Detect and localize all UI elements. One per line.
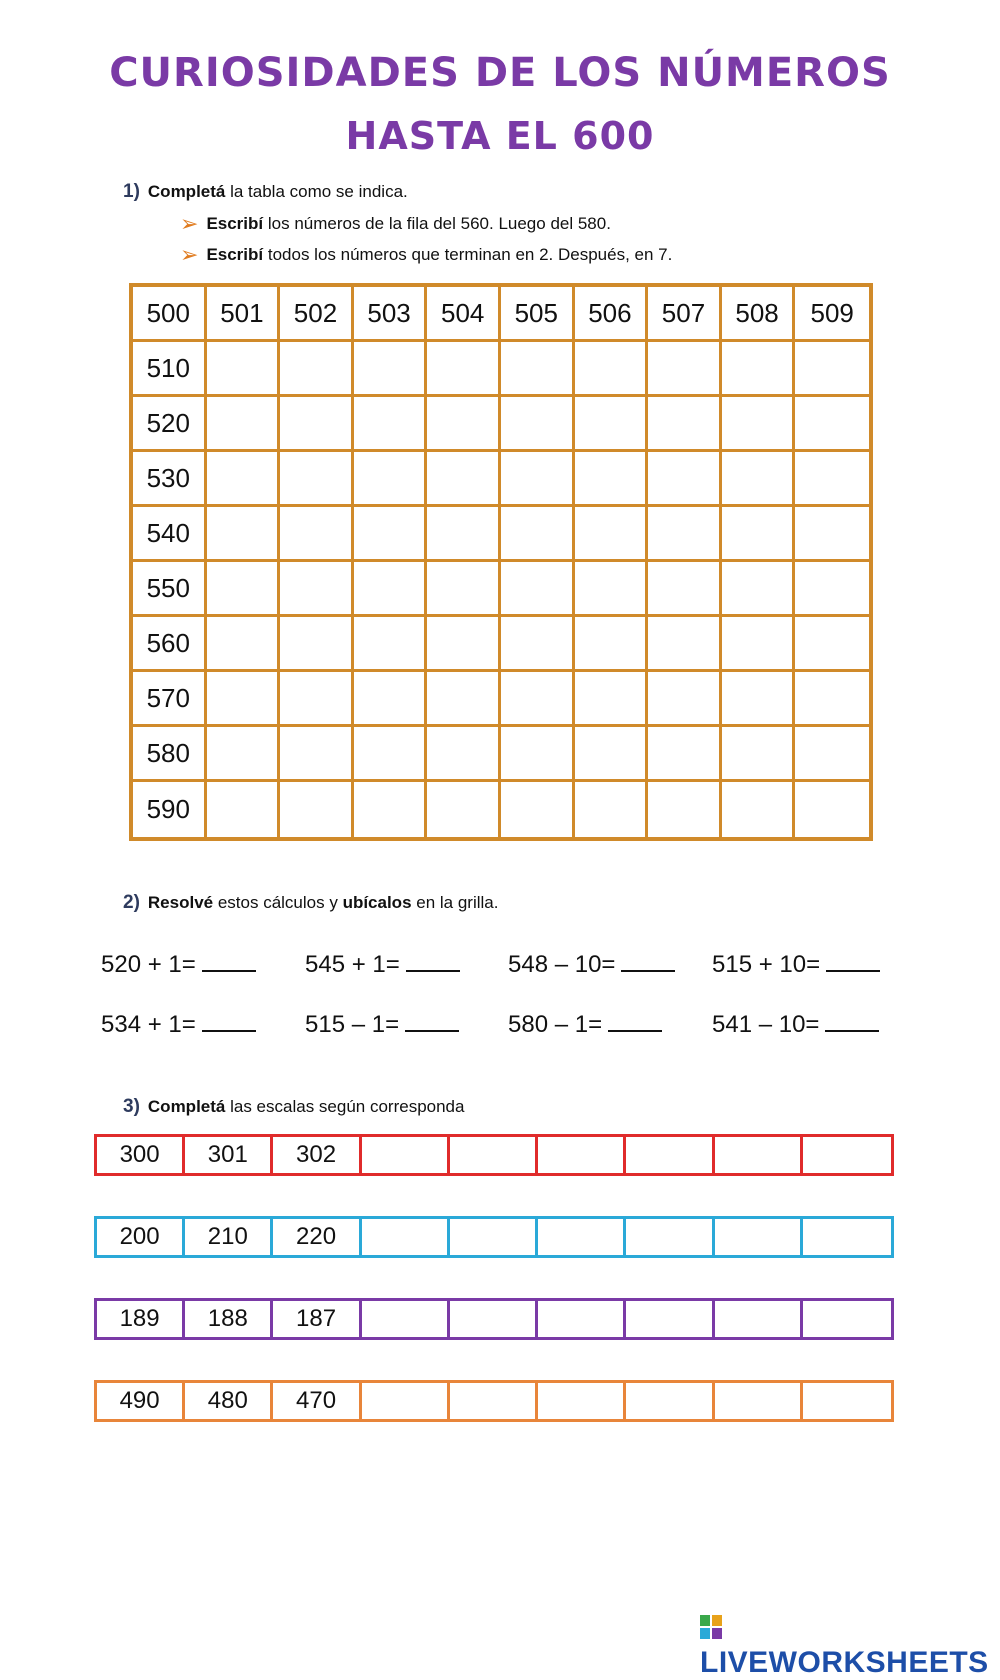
grid-empty-cell[interactable] — [354, 617, 428, 672]
grid-empty-cell[interactable] — [207, 727, 281, 782]
grid-empty-cell[interactable] — [354, 782, 428, 837]
calc-expression: 515 – 1= — [305, 1011, 400, 1038]
question-number: 1) — [123, 181, 140, 202]
scale-empty-cell[interactable] — [362, 1219, 450, 1255]
scale-value-cell: 188 — [185, 1301, 273, 1337]
number-scale — [94, 1134, 894, 1176]
grid-empty-cell[interactable] — [648, 507, 722, 562]
grid-empty-cell[interactable] — [722, 617, 796, 672]
grid-header-cell: 504 — [427, 287, 501, 342]
grid-empty-cell[interactable] — [795, 727, 869, 782]
scale-empty-cell[interactable] — [538, 1383, 626, 1419]
scale-empty-cell[interactable] — [538, 1219, 626, 1255]
question-1 — [123, 181, 408, 203]
grid-empty-cell[interactable] — [795, 452, 869, 507]
logo-text: LIVEWORKSHEETS — [700, 1646, 989, 1679]
scale-empty-cell[interactable] — [450, 1137, 538, 1173]
scale-empty-cell[interactable] — [626, 1219, 714, 1255]
instruction-text: la tabla como se indica. — [225, 182, 408, 201]
grid-empty-cell[interactable] — [501, 672, 575, 727]
bullet-text: los números de la fila del 560. Luego del 580. — [263, 214, 611, 233]
bullet-item — [180, 211, 611, 237]
grid-empty-cell[interactable] — [280, 727, 354, 782]
grid-empty-cell[interactable] — [280, 397, 354, 452]
question-2 — [123, 892, 498, 914]
grid-empty-cell[interactable] — [648, 452, 722, 507]
scale-value-cell: 480 — [185, 1383, 273, 1419]
scale-empty-cell[interactable] — [803, 1383, 891, 1419]
grid-empty-cell[interactable] — [280, 507, 354, 562]
calc-item — [712, 1010, 879, 1039]
calc-expression: 545 + 1= — [305, 951, 400, 978]
scale-empty-cell[interactable] — [538, 1137, 626, 1173]
scale-value-cell: 187 — [273, 1301, 361, 1337]
grid-empty-cell[interactable] — [575, 782, 649, 837]
grid-empty-cell[interactable] — [354, 397, 428, 452]
scale-empty-cell[interactable] — [362, 1137, 450, 1173]
scale-value-cell: 470 — [273, 1383, 361, 1419]
scale-empty-cell[interactable] — [803, 1137, 891, 1173]
grid-empty-cell[interactable] — [280, 562, 354, 617]
calc-item — [101, 1010, 256, 1039]
bullet-bold: Escribí — [206, 214, 264, 233]
number-scale — [94, 1380, 894, 1422]
answer-blank[interactable] — [405, 1010, 459, 1032]
scale-empty-cell[interactable] — [626, 1383, 714, 1419]
grid-header-cell: 500 — [133, 287, 207, 342]
grid-empty-cell[interactable] — [207, 342, 281, 397]
scale-value-cell: 189 — [97, 1301, 185, 1337]
grid-empty-cell[interactable] — [207, 672, 281, 727]
grid-empty-cell[interactable] — [575, 617, 649, 672]
number-scale — [94, 1298, 894, 1340]
grid-empty-cell[interactable] — [207, 452, 281, 507]
grid-empty-cell[interactable] — [648, 727, 722, 782]
answer-blank[interactable] — [406, 950, 460, 972]
grid-empty-cell[interactable] — [427, 507, 501, 562]
scale-empty-cell[interactable] — [362, 1383, 450, 1419]
scale-empty-cell[interactable] — [450, 1383, 538, 1419]
grid-row-label: 550 — [133, 562, 207, 617]
page-title: CURIOSIDADES DE LOS NÚMEROS — [109, 50, 891, 96]
grid-empty-cell[interactable] — [354, 452, 428, 507]
scale-value-cell: 490 — [97, 1383, 185, 1419]
grid-empty-cell[interactable] — [207, 562, 281, 617]
grid-empty-cell[interactable] — [795, 562, 869, 617]
bullet-bold: Escribí — [206, 245, 264, 264]
grid-empty-cell[interactable] — [427, 562, 501, 617]
grid-empty-cell[interactable] — [648, 562, 722, 617]
grid-empty-cell[interactable] — [427, 452, 501, 507]
scale-empty-cell[interactable] — [715, 1137, 803, 1173]
grid-empty-cell[interactable] — [354, 342, 428, 397]
arrow-bullet-icon: ➢ — [180, 211, 199, 236]
instruction-text: las escalas según corresponda — [225, 1097, 465, 1116]
scale-value-cell: 300 — [97, 1137, 185, 1173]
answer-blank[interactable] — [202, 950, 256, 972]
calc-item — [508, 950, 675, 979]
grid-empty-cell[interactable] — [575, 342, 649, 397]
grid-empty-cell[interactable] — [648, 782, 722, 837]
grid-empty-cell[interactable] — [280, 342, 354, 397]
grid-empty-cell[interactable] — [795, 782, 869, 837]
calc-item — [305, 950, 460, 979]
grid-empty-cell[interactable] — [354, 672, 428, 727]
grid-empty-cell[interactable] — [427, 727, 501, 782]
grid-row-label: 510 — [133, 342, 207, 397]
scale-empty-cell[interactable] — [803, 1219, 891, 1255]
scale-value-cell: 210 — [185, 1219, 273, 1255]
calc-item — [508, 1010, 662, 1039]
calc-expression: 515 + 10= — [712, 951, 821, 978]
calc-item — [712, 950, 880, 979]
grid-header-cell: 501 — [207, 287, 281, 342]
grid-empty-cell[interactable] — [795, 507, 869, 562]
grid-empty-cell[interactable] — [722, 397, 796, 452]
grid-row-label: 570 — [133, 672, 207, 727]
grid-header-cell: 509 — [795, 287, 869, 342]
bullet-text: todos los números que terminan en 2. Después, en 7. — [263, 245, 673, 264]
grid-row-label: 530 — [133, 452, 207, 507]
question-number: 3) — [123, 1096, 140, 1117]
grid-empty-cell[interactable] — [280, 617, 354, 672]
scale-empty-cell[interactable] — [715, 1301, 803, 1337]
grid-header-cell: 505 — [501, 287, 575, 342]
scale-value-cell: 220 — [273, 1219, 361, 1255]
grid-empty-cell[interactable] — [501, 342, 575, 397]
scale-value-cell: 301 — [185, 1137, 273, 1173]
grid-row-label: 560 — [133, 617, 207, 672]
arrow-bullet-icon: ➢ — [180, 242, 199, 267]
grid-empty-cell[interactable] — [722, 452, 796, 507]
grid-empty-cell[interactable] — [354, 727, 428, 782]
grid-empty-cell[interactable] — [207, 507, 281, 562]
grid-empty-cell[interactable] — [207, 397, 281, 452]
grid-empty-cell[interactable] — [648, 617, 722, 672]
question-3 — [123, 1096, 464, 1118]
grid-empty-cell[interactable] — [501, 397, 575, 452]
grid-empty-cell[interactable] — [648, 342, 722, 397]
grid-empty-cell[interactable] — [427, 397, 501, 452]
grid-header-cell: 507 — [648, 287, 722, 342]
grid-empty-cell[interactable] — [207, 617, 281, 672]
grid-empty-cell[interactable] — [501, 452, 575, 507]
scale-value-cell: 200 — [97, 1219, 185, 1255]
grid-empty-cell[interactable] — [722, 562, 796, 617]
scale-empty-cell[interactable] — [803, 1301, 891, 1337]
grid-empty-cell[interactable] — [575, 562, 649, 617]
grid-empty-cell[interactable] — [648, 397, 722, 452]
grid-empty-cell[interactable] — [575, 452, 649, 507]
grid-row-label: 520 — [133, 397, 207, 452]
scale-empty-cell[interactable] — [626, 1301, 714, 1337]
grid-row-label: 590 — [133, 782, 207, 837]
grid-empty-cell[interactable] — [501, 562, 575, 617]
scale-value-cell: 302 — [273, 1137, 361, 1173]
grid-empty-cell[interactable] — [722, 342, 796, 397]
scale-empty-cell[interactable] — [362, 1301, 450, 1337]
grid-empty-cell[interactable] — [354, 562, 428, 617]
page-subtitle: HASTA EL 600 — [345, 114, 655, 158]
answer-blank[interactable] — [621, 950, 675, 972]
number-scale — [94, 1216, 894, 1258]
grid-empty-cell[interactable] — [795, 342, 869, 397]
calc-expression: 580 – 1= — [508, 1011, 603, 1038]
instruction-bold: Completá — [147, 1097, 226, 1116]
scale-empty-cell[interactable] — [626, 1137, 714, 1173]
grid-empty-cell[interactable] — [722, 507, 796, 562]
grid-empty-cell[interactable] — [207, 782, 281, 837]
liveworksheets-logo — [700, 1612, 1000, 1680]
answer-blank[interactable] — [825, 1010, 879, 1032]
grid-header-cell: 506 — [575, 287, 649, 342]
grid-empty-cell[interactable] — [280, 672, 354, 727]
grid-empty-cell[interactable] — [575, 507, 649, 562]
question-number: 2) — [123, 892, 140, 913]
scale-empty-cell[interactable] — [715, 1219, 803, 1255]
calc-expression: 520 + 1= — [101, 951, 196, 978]
grid-empty-cell[interactable] — [427, 342, 501, 397]
grid-empty-cell[interactable] — [575, 727, 649, 782]
grid-empty-cell[interactable] — [501, 782, 575, 837]
scale-empty-cell[interactable] — [538, 1301, 626, 1337]
grid-empty-cell[interactable] — [575, 397, 649, 452]
grid-empty-cell[interactable] — [501, 507, 575, 562]
grid-empty-cell[interactable] — [722, 672, 796, 727]
instruction-bold: Resolvé — [147, 893, 214, 912]
grid-empty-cell[interactable] — [722, 782, 796, 837]
calc-expression: 534 + 1= — [101, 1011, 196, 1038]
grid-empty-cell[interactable] — [795, 672, 869, 727]
grid-header-cell: 502 — [280, 287, 354, 342]
grid-empty-cell[interactable] — [722, 727, 796, 782]
answer-blank[interactable] — [608, 1010, 662, 1032]
grid-empty-cell[interactable] — [795, 617, 869, 672]
scale-empty-cell[interactable] — [450, 1219, 538, 1255]
calc-item — [305, 1010, 459, 1039]
grid-empty-cell[interactable] — [501, 727, 575, 782]
grid-header-cell: 503 — [354, 287, 428, 342]
instruction-bold: Completá — [147, 182, 226, 201]
bullet-item — [180, 242, 672, 268]
calc-expression: 541 – 10= — [712, 1011, 820, 1038]
grid-empty-cell[interactable] — [427, 672, 501, 727]
scale-empty-cell[interactable] — [450, 1301, 538, 1337]
number-grid — [129, 283, 873, 841]
grid-row-label: 540 — [133, 507, 207, 562]
instruction-bold: ubícalos — [342, 893, 412, 912]
grid-row-label: 580 — [133, 727, 207, 782]
calc-item — [101, 950, 256, 979]
grid-empty-cell[interactable] — [427, 782, 501, 837]
grid-empty-cell[interactable] — [648, 672, 722, 727]
instruction-text: estos cálculos y — [213, 893, 343, 912]
grid-empty-cell[interactable] — [427, 617, 501, 672]
answer-blank[interactable] — [826, 950, 880, 972]
grid-empty-cell[interactable] — [280, 782, 354, 837]
scale-empty-cell[interactable] — [715, 1383, 803, 1419]
grid-empty-cell[interactable] — [354, 507, 428, 562]
instruction-text: en la grilla. — [411, 893, 499, 912]
grid-empty-cell[interactable] — [280, 452, 354, 507]
grid-empty-cell[interactable] — [501, 617, 575, 672]
grid-header-cell: 508 — [722, 287, 796, 342]
grid-empty-cell[interactable] — [795, 397, 869, 452]
answer-blank[interactable] — [202, 1010, 256, 1032]
liveworksheets-logo-icon — [700, 1615, 724, 1641]
grid-empty-cell[interactable] — [575, 672, 649, 727]
calc-expression: 548 – 10= — [508, 951, 616, 978]
